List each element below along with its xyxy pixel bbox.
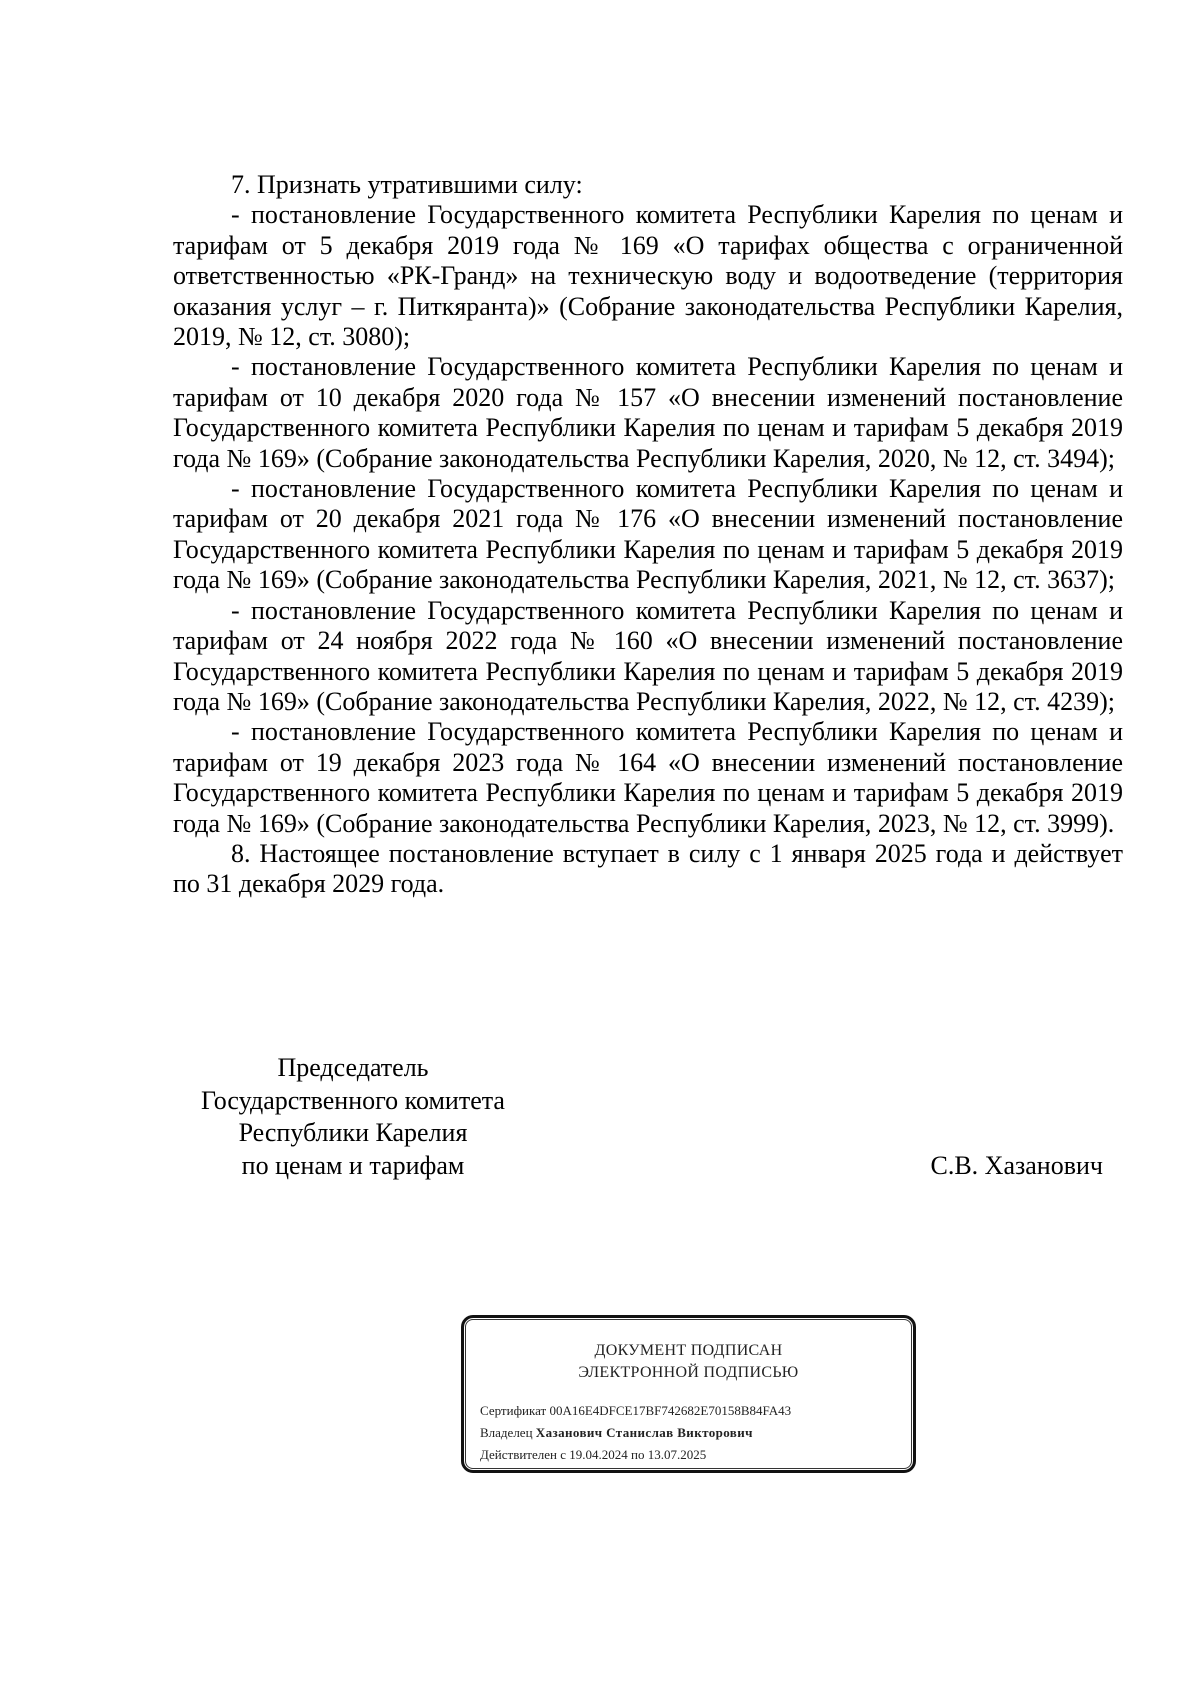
signatory-title-line: по ценам и тарифам xyxy=(241,1150,465,1180)
paragraph-repealed-2021: - постановление Государственного комитета Республики Карелия по ценам и тарифам от 20 декабря 2021 года № 176 «О внесении изменений постановление Государственного комитета Республики Карелия по ценам и тарифам 5 декабря 2019 года № 169» (Собрание законодательства Республики Карелия, 2021, № 12, ст. 3637); xyxy=(173,474,1123,595)
stamp-valid-from-prefix: с xyxy=(560,1447,566,1462)
paragraph-repealed-2023: - постановление Государственного комитета Республики Карелия по ценам и тарифам от 19 декабря 2023 года № 164 «О внесении изменений постановление Государственного комитета Республики Карелия по ценам и тарифам 5 декабря 2019 года № 169» (Собрание законодательства Республики Карелия, 2023, № 12, ст. 3999). xyxy=(173,717,1123,838)
signatory-title-line: Республики Карелия xyxy=(238,1118,468,1147)
paragraph-repealed-2019: - постановление Государственного комитета Республики Карелия по ценам и тарифам от 5 декабря 2019 года № 169 «О тарифах общества с ограниченной ответственностью «РК-Гранд» на техническую воду и водоотведение (территория оказания услуг – г. Питкяранта)» (Собрание законодательства Республики Карелия, 2019, № 12, ст. 3080); xyxy=(173,200,1123,352)
electronic-signature-stamp xyxy=(461,1315,916,1473)
paragraph-repealed-2022: - постановление Государственного комитета Республики Карелия по ценам и тарифам от 24 ноября 2022 года № 160 «О внесении изменений постановление Государственного комитета Республики Карелия по ценам и тарифам 5 декабря 2019 года № 169» (Собрание законодательства Республики Карелия, 2022, № 12, ст. 4239); xyxy=(173,595,1123,716)
stamp-certificate-row xyxy=(480,1400,910,1422)
stamp-valid-label: Действителен xyxy=(480,1447,557,1462)
stamp-validity-row xyxy=(480,1444,910,1466)
stamp-title xyxy=(464,1340,913,1384)
stamp-owner-value: Хазанович Станислав Викторович xyxy=(535,1425,753,1440)
signatory-title-line: Государственного комитета xyxy=(201,1085,505,1115)
stamp-details xyxy=(480,1400,910,1466)
paragraph-repealed-2020: - постановление Государственного комитета Республики Карелия по ценам и тарифам от 10 декабря 2020 года № 157 «О внесении изменений постановление Государственного комитета Республики Карелия по ценам и тарифам 5 декабря 2019 года № 169» (Собрание законодательства Республики Карелия, 2020, № 12, ст. 3494); xyxy=(173,352,1123,473)
paragraph-item-8-effective-date: 8. Настоящее постановление вступает в силу с 1 января 2025 года и действует по 31 декабря 2029 года. xyxy=(173,838,1123,899)
document-body xyxy=(173,170,1123,900)
signatory-title xyxy=(173,1052,533,1182)
stamp-valid-to-prefix: по xyxy=(631,1447,645,1462)
signatory-title-line: Председатель xyxy=(277,1053,429,1082)
stamp-owner-label: Владелец xyxy=(480,1425,533,1440)
stamp-certificate-label: Сертификат xyxy=(480,1403,547,1418)
stamp-owner-row xyxy=(480,1422,910,1444)
signatory-name: С.В. Хазанович xyxy=(930,1150,1103,1180)
stamp-valid-to: 13.07.2025 xyxy=(647,1447,707,1462)
stamp-title-line: ДОКУМЕНТ ПОДПИСАН xyxy=(594,1342,783,1359)
paragraph-item-7-heading: 7. Признать утратившими силу: xyxy=(231,170,583,199)
stamp-title-line: ЭЛЕКТРОННОЙ ПОДПИСЬЮ xyxy=(578,1364,799,1381)
stamp-valid-from: 19.04.2024 xyxy=(569,1447,628,1462)
stamp-certificate-value: 00A16E4DFCE17BF742682E70158B84FA43 xyxy=(549,1403,792,1418)
